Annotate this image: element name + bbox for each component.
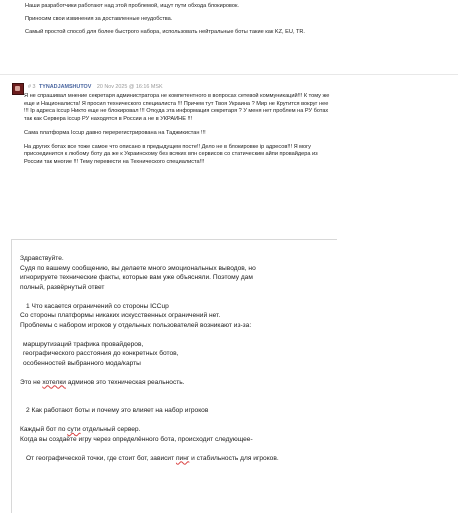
previous-message (16, 0, 458, 52)
post-date: 20 Nov 2025 @ 16:16 MSK (96, 84, 163, 90)
section-1-title: 1 Что касается ограничений со стороны ICCup (26, 302, 169, 310)
reply-line: Когда вы создаёте игру через определённого бота, происходит следующее- (20, 435, 253, 443)
post-paragraph: Я не спрашивал мнение секретаря администратора не компетентного в вопросах сетевой коммуникаций!!! К тому же еще и Националиста! Я просил технического специалиста !!! Причем тут Твоя Украина ? Мир не Крутится вокруг нее !!! Ip адреса iccup Никто еще не блокировал !!! Откуда эта информация секретаря ? У меня нет проблем на РУ ботах так как Сервера iccup РУ находятся в России а не в УКРАИНЕ !!! (24, 93, 330, 123)
post-paragraph: Сама платформа Iccup давно перерегистрирована на Таджикистан !!! (24, 129, 206, 136)
text-fragment: админов это техническая реальность. (65, 378, 185, 386)
reply-line: полный, развёрнутый ответ (20, 283, 105, 291)
text-fragment: отдельный сервер. (80, 426, 141, 433)
reply-line: игнорируете технические факты, которые вам уже объясняли. Поэтому дам (20, 274, 253, 281)
avatar[interactable] (12, 83, 24, 95)
reply-text (20, 254, 330, 463)
bullet-item: географического расстояния до конкретных ботов, (23, 350, 179, 357)
forum-post (0, 79, 458, 205)
reply-line (20, 454, 330, 464)
message-line: Наши разработчики работают над этой проблемой, ищут пути обхода блокировок. (25, 3, 239, 9)
text-fragment: Каждый бот по (20, 426, 68, 433)
bullet-item: особенностей выбранного мода/карты (23, 359, 141, 367)
reply-line: Судя по вашему сообщению, вы делаете много эмоциональных выводов, но (20, 264, 256, 272)
message-line: Приносим свои извинения за доставленные неудобства. (25, 16, 173, 22)
post-divider (0, 74, 458, 75)
text-fragment: От географической точки, где стоит бот, зависит (26, 454, 176, 462)
reply-line (20, 425, 330, 435)
section-2-title: 2 Как работают боты и почему это влияет на набор игроков (26, 407, 209, 414)
post-username[interactable]: TYNADJAMSHUTOV (39, 84, 92, 90)
bullet-item: маршрутизаций трафика провайдеров, (23, 340, 144, 348)
reply-greeting: Здравствуйте. (20, 255, 64, 262)
message-line: Самый простой способ для более быстрого набора, использовать нейтральные боты такие как KZ, EU, TR. (25, 29, 305, 35)
avatar-image (15, 86, 20, 91)
misspelled-word: сути (67, 426, 81, 433)
post-header (28, 84, 163, 90)
misspelled-word: хотелки (42, 378, 66, 386)
post-number[interactable]: # 3 (28, 84, 36, 90)
reply-line: Проблемы с набором игроков у отдельных пользователей возникают из-за: (20, 321, 252, 329)
text-fragment: Это не (20, 378, 43, 386)
post-paragraph: На других ботах все тоже самое что описано в предыдущем посте!! Дело не в блокировке ip адресов!!! Я могу присоединится к любому боту да же к Украинскому без всяких впн сервисов со статическим айпи провайдера из России так многие !!! Тему перевести на Технического специалиста!!! (24, 143, 318, 165)
text-fragment: и стабильность для игроков. (189, 454, 279, 462)
post-body (24, 93, 334, 173)
reply-message (11, 239, 337, 513)
reply-line: Со стороны платформы никаких искусственных ограничений нет. (20, 312, 221, 319)
misspelled-word: пинг (175, 454, 190, 462)
reply-statement (20, 378, 330, 388)
